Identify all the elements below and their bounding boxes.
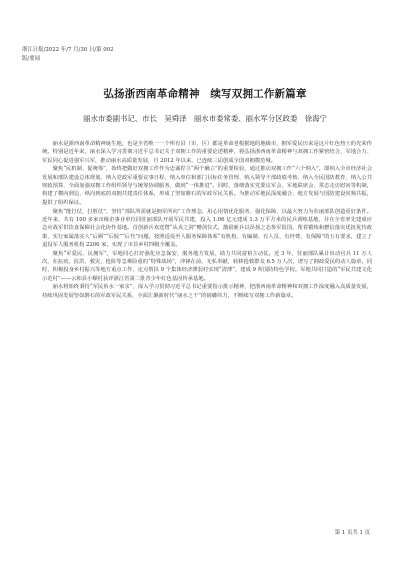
source-line-1: 浙江日报/2022 年/7 月/30 日/第 002 (22, 47, 114, 53)
article-body (42, 140, 372, 300)
body-paragraph: 丽水是浙西南革命精神诞生地，也是全省唯一一个所有县（市、区）都是革命老根据地的地级市，拥军爱民历来是这片红色热土的光荣传统。特别是近年来，丽水深入学习贯彻习近平总书记关于双拥工作的重要论述精神，将弘扬浙西南革命精神与双拥工作紧密结合，军地合力、军民同心促进强军兴军，推动丽水高质量发展，自 2012 年以来，已连续三届创成全国双拥模范城。 (42, 141, 372, 164)
source-info (22, 46, 114, 64)
page-number: 第 1 页共 1 页 (334, 530, 370, 536)
body-paragraph: 丽水将始终秉持“军民鱼水一家亲”，深入学习贯彻习近平总书记重要指示批示精神，把浙西南革命精神和双拥工作深度融入高质量发展，持续巩固发展坚如磐石的军政军民关系，全面汇聚新时代“丽水之干”的磅礴伟力，不断续写双拥工作新篇章。 (42, 284, 372, 299)
body-paragraph: 聚焦“军爱民、民拥军”，军地同心打好强化应急保安、服务地方发展、助力共同富裕主动仗。近 3 年，驻丽部队累计出动官兵 11 万人次，在抗疫、抗洪、救灾、抢险等急难险重的“特殊战场”，冲锋在前、无私奉献，转移抢救群众 6.5 万人次，谱写了拥政爱民的动人篇章。同时，积极投身乡村振兴等地方重点工作，定点帮扶 9 个集体经济薄弱村实现“清薄”，建成 9 所国防特色学校。军地共同打造的“军民共建文化示范村”——云和县小顺村获评浙江省第二批青少年红色基因传承基地。 (42, 250, 372, 282)
article-byline: 丽水市委副书记、市长 吴舜泽 丽水市委常委、丽水军分区政委 徐海宁 (83, 114, 327, 123)
source-line-2: 版/要闻 (22, 55, 40, 62)
article-title: 弘扬浙西南革命精神 续写双拥工作新篇章 (103, 88, 307, 100)
body-paragraph: 聚焦“能打仗、打胜仗”，坚持“部队所需就是拥军所向”工作理念，用心用情优化服务、强化保障，以最大努力为驻丽部队创造更好条件。近年来，共有 100 多家市级企事业单位同驻丽部队开展军民共建，投入 1.06 亿元建成 1.3 万平方米的民兵训练基地，并在全省率先建成应急应战军供饮食保障社会化协作基地。首创新兵欢送暨“从戎之剑”赠剑仪式，激励新兵以昂扬之态参军报国。帮着锻炼和燃信落实优抚优待政策，实行家属落实人“后顾”“后院”“后代”问题，按照适役至人服务保障体系“有机构、有编制、有人员、有经费、有保障”的五有要求，建立了退役军人服务机构 2206 家，实现了市县乡村四级全覆盖。 (42, 208, 372, 248)
body-paragraph: 聚焦“民机制、促统筹”，始终把做好双拥工作作为忠诚捍卫“两个确立”的重要检验，通过推动双拥工作“六个纳入”，即纳入全市经济社会发展和部队建设总体规划、纳入党政军重要议事日程、纳入单位和部门目标任务管理、纳入领导干部政绩考核、纳入全民国防教育、纳入公共财政预算，全面加强双拥工作组织领导与统筹协调服务，做到“一体推进”。同时，落细落实党委议军会、军地联席会、常态走访慰问等机制，构建了横向到边、纵向到底的双拥共建责任体系，形成了坚如磐石的军政军民关系。为推动军地民深度融合、地方发展与国防建设同频共振，提供了组织保证。 (42, 166, 372, 206)
